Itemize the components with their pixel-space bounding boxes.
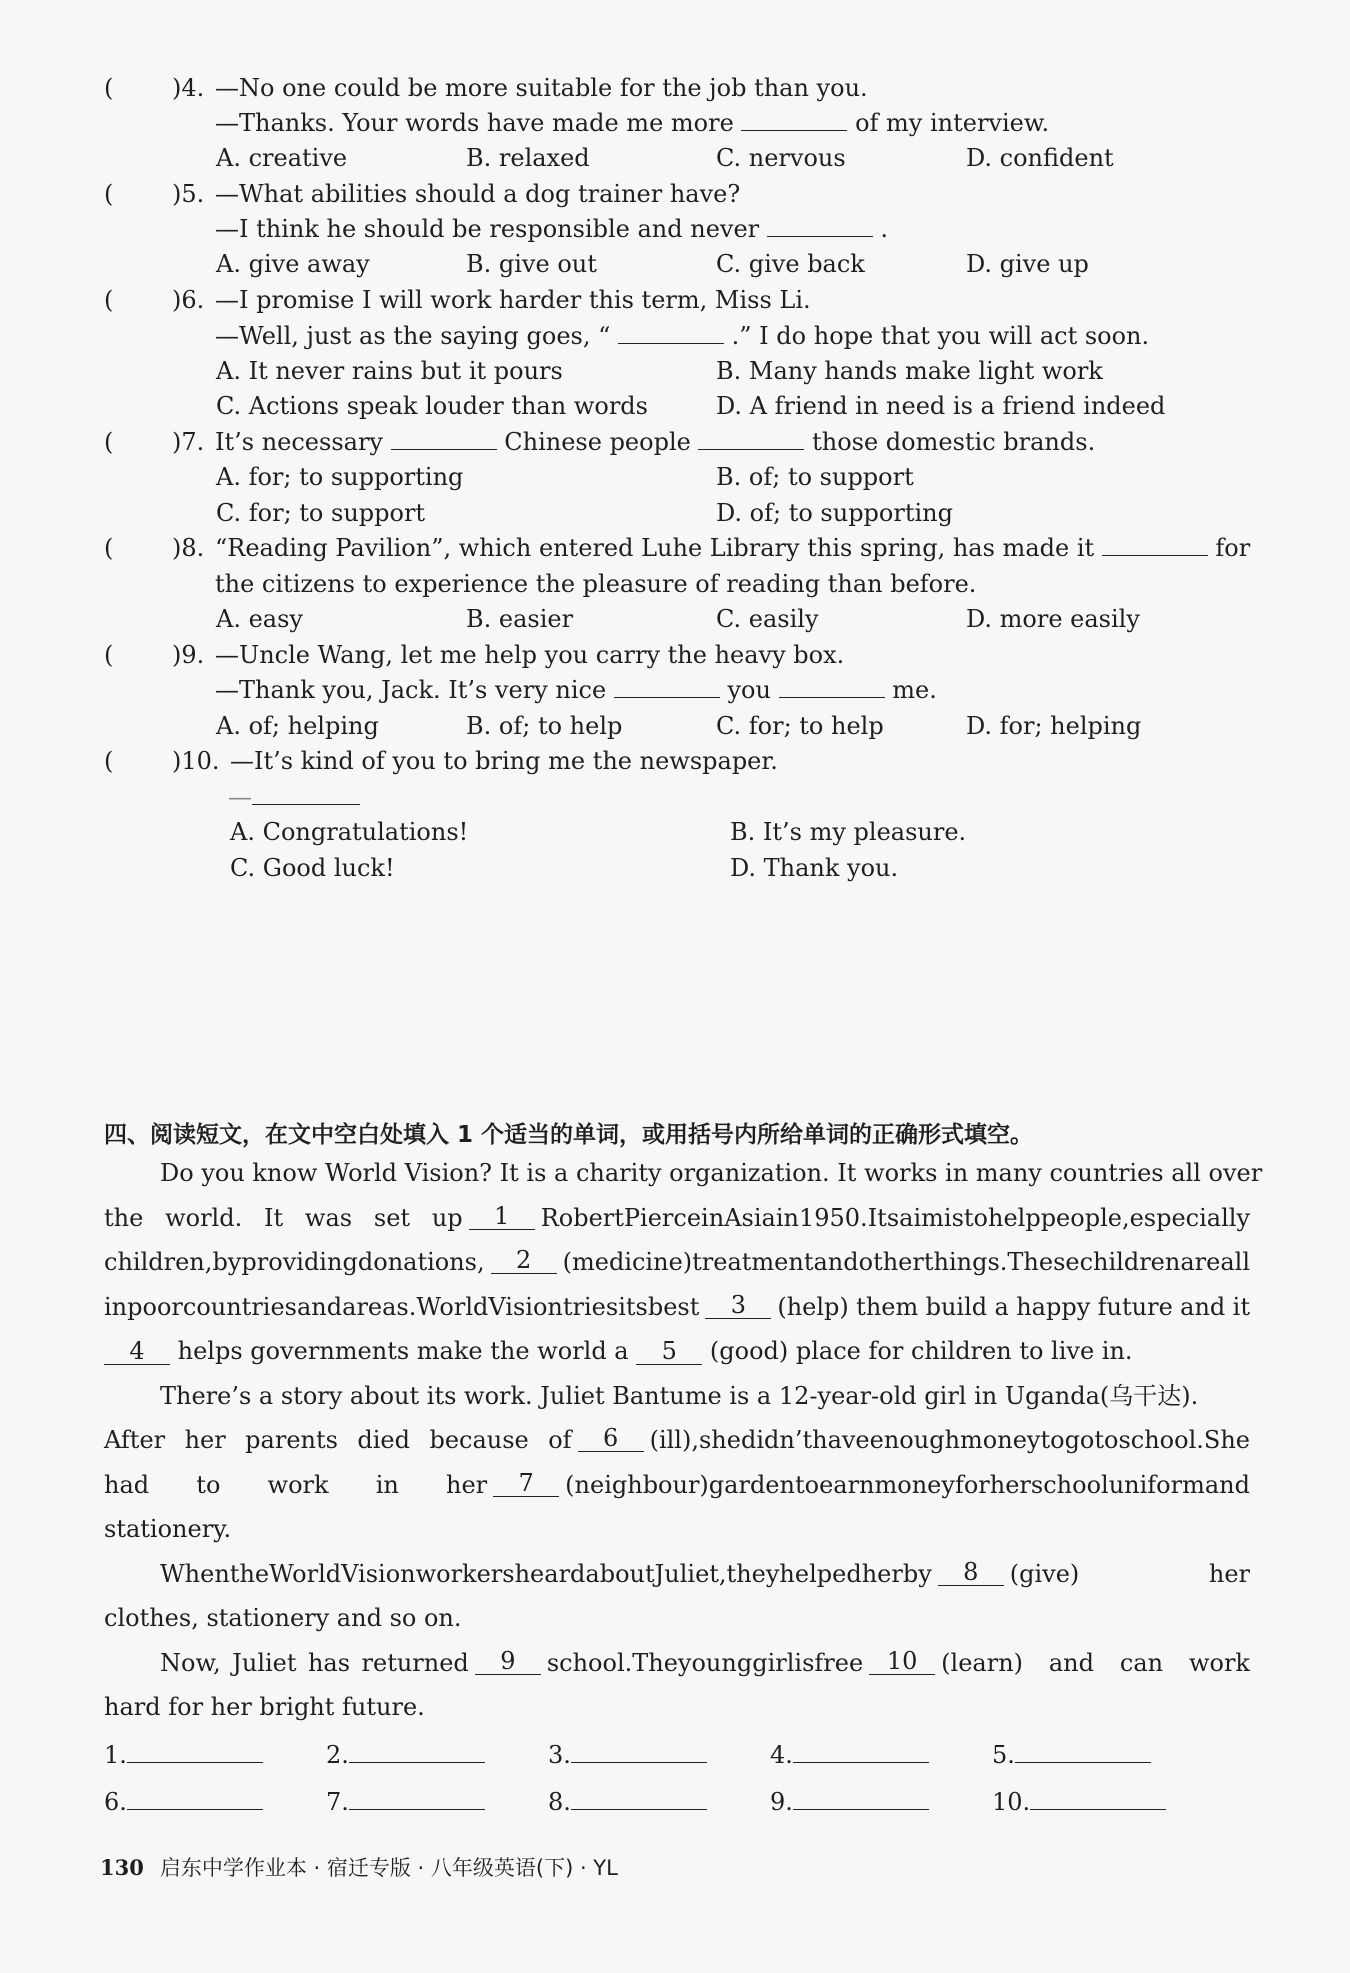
option-a: A. of; helping: [216, 712, 379, 740]
word: it: [1232, 1293, 1250, 1321]
passage-line: [160, 1559, 1250, 1589]
word: the: [229, 1560, 270, 1588]
word: her: [184, 1426, 226, 1454]
stem-text: .: [880, 215, 889, 243]
question-stem-line: [215, 73, 868, 103]
passage-text: [104, 1247, 491, 1277]
word: future: [1097, 1293, 1173, 1321]
answer-line[interactable]: [571, 1738, 707, 1763]
word: they: [726, 1560, 780, 1588]
option-b: B. give out: [466, 250, 597, 278]
passage-line: [104, 1425, 1250, 1455]
passage-line: [104, 1336, 1133, 1366]
word: are: [1180, 1248, 1221, 1276]
passage-text: [104, 1203, 469, 1233]
answer-label: 1.: [104, 1741, 127, 1769]
word: When: [160, 1560, 230, 1588]
passage-blank-6[interactable]: 6: [578, 1425, 644, 1452]
answer-blank[interactable]: [1102, 533, 1208, 556]
passage-blank-5[interactable]: 5: [636, 1338, 702, 1365]
word: in: [775, 1204, 799, 1232]
word: to: [1094, 1426, 1119, 1454]
stem-text: —Thanks. Your words have made me more: [215, 109, 734, 137]
question-number: )4.: [172, 74, 205, 102]
word: things.: [923, 1248, 1008, 1276]
question-stem-line: [215, 569, 976, 599]
answer-line[interactable]: [793, 1738, 929, 1763]
word: because: [429, 1426, 529, 1454]
word: and: [813, 1248, 859, 1276]
question-stem-line: [230, 746, 778, 776]
answer-slot: [326, 1738, 485, 1770]
word: World: [416, 1293, 489, 1321]
option-a: A. give away: [216, 250, 370, 278]
passage-line: [104, 1603, 462, 1633]
stem-text: Chinese people: [504, 428, 691, 456]
answer-blank[interactable]: [741, 108, 847, 131]
stem-text: —: [228, 783, 252, 811]
answer-label: 2.: [326, 1741, 349, 1769]
word: tries: [562, 1293, 619, 1321]
answer-slot: [548, 1785, 707, 1817]
word: and: [1180, 1293, 1226, 1321]
question-stem-line: [215, 675, 937, 705]
word: in: [701, 1204, 725, 1232]
word: It: [264, 1204, 284, 1232]
word: especially: [1129, 1204, 1250, 1232]
word: Its: [867, 1204, 900, 1232]
question-bracket: (: [104, 286, 114, 314]
question-stem-line: [215, 214, 888, 244]
word: she: [698, 1426, 741, 1454]
word: all: [1220, 1248, 1250, 1276]
option-d: D. give up: [966, 250, 1089, 278]
option-d: D. A friend in need is a friend indeed: [716, 392, 1166, 420]
word: to: [196, 1471, 221, 1499]
word: workers: [415, 1560, 515, 1588]
passage-blank-9[interactable]: 9: [475, 1648, 541, 1675]
word: best: [647, 1293, 700, 1321]
word: her: [861, 1560, 903, 1588]
answer-slot: [326, 1785, 485, 1817]
passage-line: [160, 1158, 1262, 1188]
passage-text: [771, 1292, 1250, 1322]
question-stem-line: [215, 285, 811, 315]
word: (ill),: [649, 1426, 699, 1454]
stem-text: —It’s kind of you to bring me the newspaper.: [230, 747, 778, 775]
answer-line[interactable]: [793, 1785, 929, 1810]
word: Pierce: [623, 1204, 702, 1232]
option-b: B. of; to help: [466, 712, 623, 740]
option-d: D. for; helping: [966, 712, 1142, 740]
answer-line[interactable]: [1030, 1785, 1166, 1810]
word: parents: [245, 1426, 338, 1454]
word: her: [1208, 1560, 1250, 1588]
option-a: A. creative: [216, 144, 348, 172]
option-c: C. Good luck!: [230, 854, 395, 882]
word: money: [960, 1426, 1041, 1454]
word: up: [431, 1204, 463, 1232]
word: children: [1079, 1248, 1181, 1276]
word: (medicine): [562, 1248, 693, 1276]
passage-text: (good) place for children to live in.: [709, 1337, 1133, 1365]
stem-text: me.: [892, 676, 937, 704]
answer-slot: [992, 1738, 1151, 1770]
option-a: A. Congratulations!: [230, 818, 469, 846]
answer-line[interactable]: [1015, 1738, 1151, 1763]
passage-text: [935, 1648, 1250, 1678]
passage-text: Do you know World Vision? It is a charity organization. It works in many countries all over: [160, 1159, 1263, 1187]
answer-label: 9.: [770, 1788, 793, 1816]
question-bracket: (: [104, 534, 114, 562]
word: After: [104, 1426, 166, 1454]
question-number: )8.: [172, 534, 205, 562]
passage-blank-2[interactable]: 2: [491, 1247, 557, 1274]
book-title: 启东中学作业本 · 宿迁专版 · 八年级英语(下) · YL: [159, 1856, 618, 1880]
passage-blank-3[interactable]: 3: [705, 1292, 771, 1319]
word: world.: [165, 1204, 243, 1232]
word: them: [856, 1293, 919, 1321]
word: (neighbour): [565, 1471, 709, 1499]
answer-blank[interactable]: [779, 675, 885, 698]
word: died: [357, 1426, 410, 1454]
option-d: D. confident: [966, 144, 1114, 172]
word: providing: [241, 1248, 358, 1276]
answer-label: 3.: [548, 1741, 571, 1769]
word: aim: [899, 1204, 944, 1232]
passage-text: [160, 1559, 938, 1589]
word: people,: [1040, 1204, 1130, 1232]
answer-label: 5.: [992, 1741, 1015, 1769]
option-c: C. for; to help: [716, 712, 884, 740]
passage-line: [104, 1514, 231, 1544]
word: school.: [1118, 1426, 1204, 1454]
option-a: A. for; to supporting: [216, 463, 464, 491]
word: to: [963, 1204, 988, 1232]
option-c: C. for; to support: [216, 499, 426, 527]
answer-blank[interactable]: [391, 427, 497, 450]
option-d: D. Thank you.: [730, 854, 899, 882]
question-bracket: (: [104, 428, 114, 456]
word: garden: [708, 1471, 795, 1499]
passage-blank-4[interactable]: 4: [104, 1338, 170, 1365]
answer-blank[interactable]: [252, 782, 360, 805]
word: by: [902, 1560, 932, 1588]
passage-text: stationery.: [104, 1515, 232, 1543]
question-stem-line: [215, 321, 1149, 351]
word: (help): [777, 1293, 849, 1321]
answer-line[interactable]: [127, 1785, 263, 1810]
stem-text: —Thank you, Jack. It’s very nice: [215, 676, 607, 704]
answer-blank[interactable]: [698, 427, 804, 450]
word: 1950.: [798, 1204, 868, 1232]
option-a: A. easy: [216, 605, 303, 633]
passage-line: [160, 1381, 1198, 1411]
stem-text: —Well, just as the saying goes, “: [215, 322, 611, 350]
option-c: C. Actions speak louder than words: [216, 392, 648, 420]
option-b: B. of; to support: [716, 463, 914, 491]
word: its: [618, 1293, 648, 1321]
word: and: [297, 1293, 343, 1321]
word: a: [994, 1293, 1009, 1321]
option-b: B. relaxed: [466, 144, 590, 172]
word: Juliet: [232, 1649, 297, 1677]
word: uniform: [1108, 1471, 1205, 1499]
word: school: [1030, 1471, 1109, 1499]
stem-text: the citizens to experience the pleasure of reading than before.: [215, 570, 977, 598]
passage-text: [104, 1470, 493, 1500]
answer-slot: [104, 1738, 263, 1770]
passage-line: [104, 1203, 1250, 1233]
word: had: [104, 1471, 150, 1499]
word: for: [954, 1471, 990, 1499]
word: to: [1040, 1426, 1065, 1454]
question-stem-line: [215, 640, 844, 670]
word: earn: [819, 1471, 875, 1499]
word: countries: [182, 1293, 297, 1321]
option-d: D. more easily: [966, 605, 1140, 633]
word: girl: [752, 1649, 795, 1677]
option-c: C. easily: [716, 605, 819, 633]
word: have: [812, 1426, 870, 1454]
answer-slot: [992, 1785, 1166, 1817]
word: was: [304, 1204, 353, 1232]
word: helped: [779, 1560, 862, 1588]
stem-text: —Uncle Wang, let me help you carry the heavy box.: [215, 641, 845, 669]
word: Juliet,: [654, 1560, 727, 1588]
word: returned: [361, 1649, 469, 1677]
word: and: [1048, 1649, 1095, 1677]
word: school.: [546, 1649, 633, 1677]
answer-slot: [104, 1785, 263, 1817]
passage-line: [104, 1292, 1250, 1322]
stem-text: —No one could be more suitable for the job than you.: [215, 74, 868, 102]
word: young: [677, 1649, 753, 1677]
answer-slot: [770, 1785, 929, 1817]
word: work: [267, 1471, 329, 1499]
word: the: [104, 1204, 144, 1232]
answer-line[interactable]: [349, 1785, 485, 1810]
word: enough: [869, 1426, 961, 1454]
word: in: [375, 1471, 399, 1499]
word: help: [987, 1204, 1041, 1232]
passage-text: There’s a story about its work. Juliet Bantume is a 12-year-old girl in Uganda(乌干达).: [160, 1382, 1199, 1410]
word: money: [874, 1471, 955, 1499]
answer-blank[interactable]: [614, 675, 720, 698]
answer-label: 8.: [548, 1788, 571, 1816]
passage-text: hard for her bright future.: [104, 1693, 425, 1721]
stem-text: —I think he should be responsible and never: [215, 215, 760, 243]
passage-text: [160, 1648, 475, 1678]
stem-text: .” I do hope that you will act soon.: [731, 322, 1150, 350]
word: set: [373, 1204, 411, 1232]
page-footer: [100, 1852, 618, 1882]
word: and: [1204, 1471, 1250, 1499]
stem-text: “Reading Pavilion”, which entered Luhe Library this spring, has made it: [215, 534, 1095, 562]
question-bracket: (: [104, 180, 114, 208]
question-number: )10.: [172, 747, 220, 775]
stem-text: for: [1215, 534, 1251, 562]
word: heard: [514, 1560, 586, 1588]
word: build: [925, 1293, 988, 1321]
word: didn’t: [740, 1426, 813, 1454]
answer-label: 6.: [104, 1788, 127, 1816]
answer-label: 4.: [770, 1741, 793, 1769]
question-stem-line: [215, 179, 740, 209]
word: These: [1007, 1248, 1080, 1276]
word: is: [794, 1649, 815, 1677]
passage-line: [160, 1648, 1250, 1678]
word: Now,: [160, 1649, 221, 1677]
option-a: A. It never rains but it pours: [216, 357, 563, 385]
passage-line: [104, 1470, 1250, 1500]
stem-text: you: [727, 676, 771, 704]
passage-text: [535, 1203, 1250, 1233]
word: treatment: [692, 1248, 814, 1276]
option-b: B. Many hands make light work: [716, 357, 1103, 385]
word: Vision: [341, 1560, 416, 1588]
stem-text: It’s necessary: [215, 428, 383, 456]
word: World: [269, 1560, 342, 1588]
passage-line: [104, 1692, 425, 1722]
word: other: [858, 1248, 924, 1276]
question-stem-line: [228, 782, 360, 812]
word: The: [632, 1649, 678, 1677]
answer-line[interactable]: [349, 1738, 485, 1763]
word: Robert: [540, 1204, 624, 1232]
passage-text: [1004, 1559, 1250, 1589]
word: in: [104, 1293, 128, 1321]
answer-label: 10.: [992, 1788, 1031, 1816]
option-d: D. of; to supporting: [716, 499, 953, 527]
word: work: [1188, 1649, 1250, 1677]
word: has: [307, 1649, 351, 1677]
passage-blank-8[interactable]: 8: [938, 1559, 1004, 1586]
question-number: )9.: [172, 641, 205, 669]
option-b: B. easier: [466, 605, 574, 633]
word: of: [548, 1426, 572, 1454]
option-c: C. give back: [716, 250, 865, 278]
word: Asia: [724, 1204, 776, 1232]
word: donations,: [357, 1248, 485, 1276]
passage-text: [541, 1648, 869, 1678]
word: Vision: [488, 1293, 563, 1321]
passage-text: helps governments make the world a: [177, 1337, 629, 1365]
passage-text: [559, 1470, 1250, 1500]
question-stem-line: [215, 108, 1049, 138]
question-bracket: (: [104, 74, 114, 102]
question-bracket: (: [104, 747, 114, 775]
word: free: [814, 1649, 864, 1677]
answer-line[interactable]: [127, 1738, 263, 1763]
question-stem-line: [215, 533, 1250, 563]
passage-blank-1[interactable]: 1: [469, 1203, 535, 1230]
passage-text: [104, 1292, 705, 1322]
word: poor: [127, 1293, 183, 1321]
word: to: [794, 1471, 820, 1499]
word: (learn): [941, 1649, 1024, 1677]
section-heading: 四、阅读短文，在文中空白处填入 1 个适当的单词，或用括号内所给单词的正确形式填空。: [104, 1122, 1034, 1148]
passage-text: [557, 1247, 1250, 1277]
word: (give): [1009, 1560, 1080, 1588]
passage-blank-7[interactable]: 7: [493, 1470, 559, 1497]
answer-slot: [770, 1738, 929, 1770]
question-number: )7.: [172, 428, 205, 456]
stem-text: —What abilities should a dog trainer have?: [215, 180, 741, 208]
answer-blank[interactable]: [618, 321, 724, 344]
question-number: )6.: [172, 286, 205, 314]
passage-text: [644, 1425, 1250, 1455]
word: her: [989, 1471, 1031, 1499]
question-stem-line: [215, 427, 1095, 457]
option-b: B. It’s my pleasure.: [730, 818, 967, 846]
question-bracket: (: [104, 641, 114, 669]
answer-line[interactable]: [571, 1785, 707, 1810]
passage-blank-10[interactable]: 10: [869, 1648, 935, 1675]
passage-text: clothes, stationery and so on.: [104, 1604, 462, 1632]
passage-text: [104, 1425, 578, 1455]
word: happy: [1016, 1293, 1091, 1321]
answer-slot: [548, 1738, 707, 1770]
word: She: [1203, 1426, 1250, 1454]
stem-text: —I promise I will work harder this term, Miss Li.: [215, 286, 811, 314]
word: go: [1064, 1426, 1095, 1454]
stem-text: of my interview.: [855, 109, 1050, 137]
option-c: C. nervous: [716, 144, 846, 172]
word: can: [1119, 1649, 1164, 1677]
answer-label: 7.: [326, 1788, 349, 1816]
word: her: [446, 1471, 488, 1499]
question-number: )5.: [172, 180, 205, 208]
word: children,: [104, 1248, 213, 1276]
word: by: [212, 1248, 242, 1276]
word: about: [585, 1560, 655, 1588]
passage-line: [104, 1247, 1250, 1277]
page-number: 130: [100, 1855, 144, 1880]
word: areas.: [342, 1293, 417, 1321]
stem-text: those domestic brands.: [812, 428, 1096, 456]
answer-blank[interactable]: [767, 214, 873, 237]
word: is: [943, 1204, 964, 1232]
